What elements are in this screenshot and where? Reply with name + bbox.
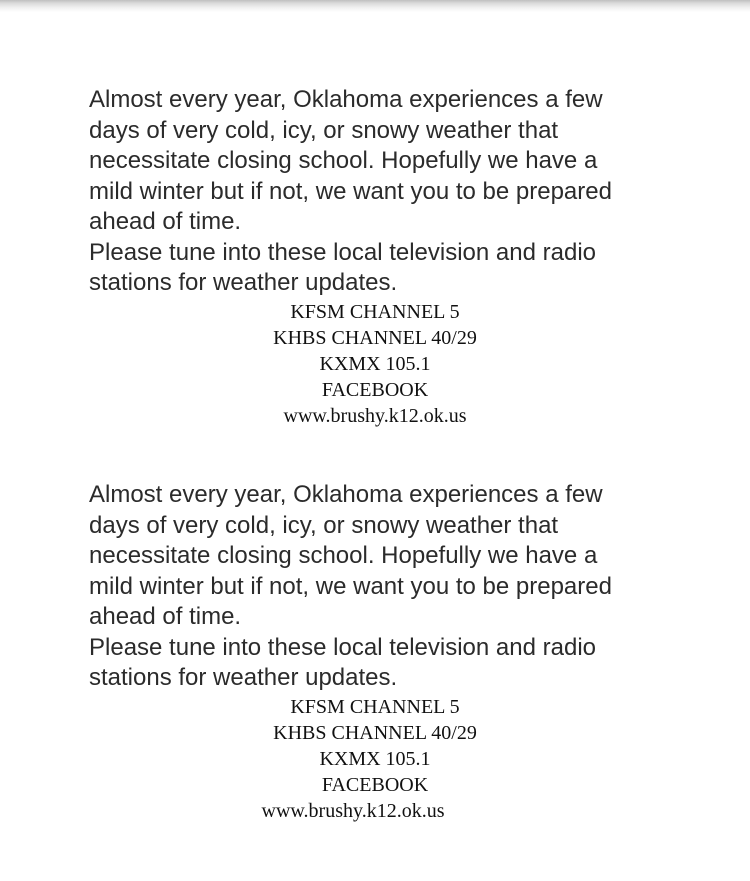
school-website: www.brushy.k12.ok.us xyxy=(283,404,467,427)
tune-in-line: stations for weather updates. xyxy=(89,269,398,296)
intro-paragraph xyxy=(89,480,689,633)
intro-line: Almost every year, Oklahoma experiences a few xyxy=(89,481,603,508)
station-kfsm: KFSM CHANNEL 5 xyxy=(290,300,460,323)
intro-paragraph xyxy=(89,85,689,238)
school-website: www.brushy.k12.ok.us xyxy=(261,799,445,822)
intro-line: necessitate closing school. Hopefully we have a xyxy=(89,147,598,174)
intro-line: Almost every year, Oklahoma experiences a few xyxy=(89,86,603,113)
weather-notice-1 xyxy=(0,85,750,429)
intro-line: mild winter but if not, we want you to be prepared xyxy=(89,177,612,205)
station-facebook: FACEBOOK xyxy=(321,773,429,796)
intro-line: ahead of time. xyxy=(89,208,242,235)
station-list xyxy=(0,299,750,429)
top-shadow xyxy=(0,0,750,12)
tune-in-line: Please tune into these local television and radio xyxy=(89,238,596,266)
intro-line: ahead of time. xyxy=(89,603,242,630)
tune-in-paragraph xyxy=(89,633,689,694)
intro-line: necessitate closing school. Hopefully we have a xyxy=(89,542,598,569)
station-facebook: FACEBOOK xyxy=(321,378,429,401)
tune-in-line: Please tune into these local television and radio xyxy=(89,633,596,661)
station-kxmx: KXMX 105.1 xyxy=(319,747,431,770)
intro-line: days of very cold, icy, or snowy weather that xyxy=(89,116,559,144)
station-kxmx: KXMX 105.1 xyxy=(319,352,431,375)
station-kfsm: KFSM CHANNEL 5 xyxy=(290,695,460,718)
intro-line: days of very cold, icy, or snowy weather that xyxy=(89,511,559,539)
intro-line: mild winter but if not, we want you to be prepared xyxy=(89,572,612,600)
weather-notice-2 xyxy=(0,480,750,824)
tune-in-line: stations for weather updates. xyxy=(89,664,398,691)
tune-in-paragraph xyxy=(89,238,689,299)
station-khbs: KHBS CHANNEL 40/29 xyxy=(273,326,477,349)
station-khbs: KHBS CHANNEL 40/29 xyxy=(273,721,477,744)
station-list xyxy=(0,694,750,824)
